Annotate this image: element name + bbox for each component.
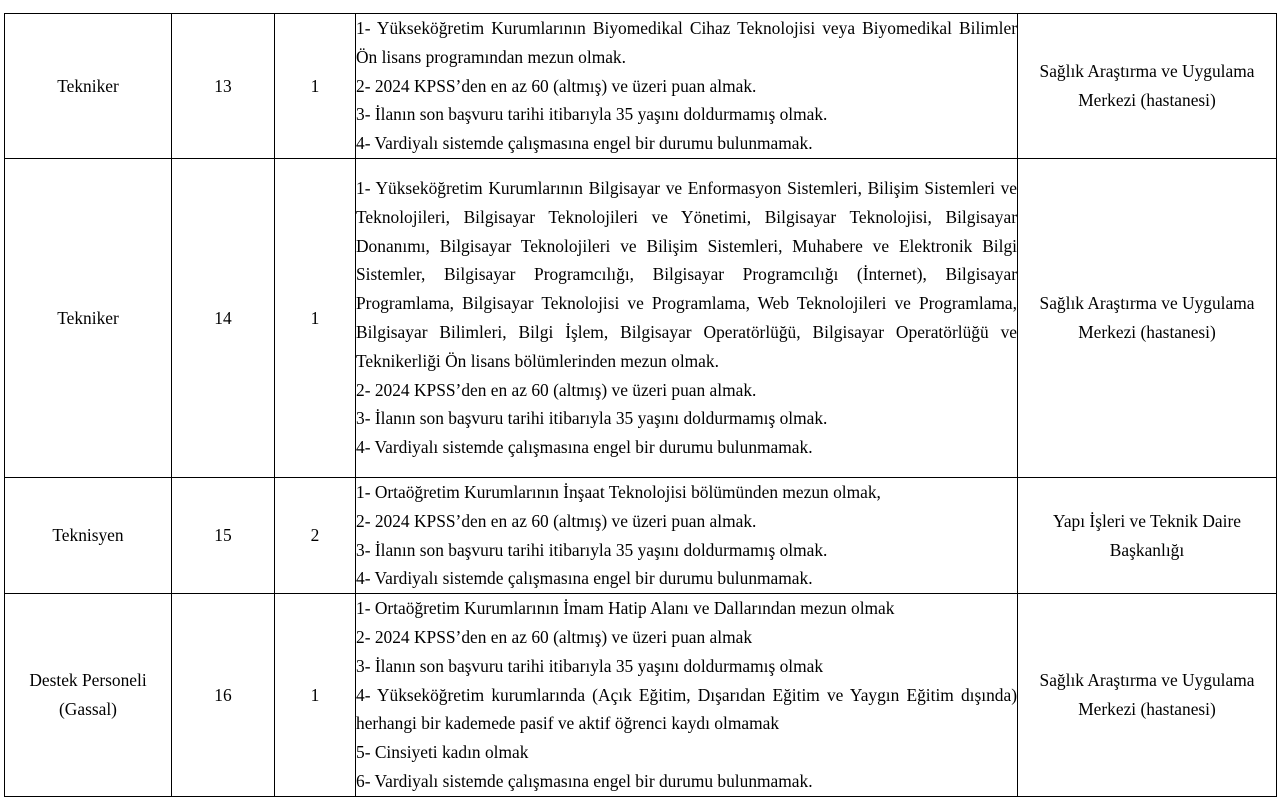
position-title: Tekniker xyxy=(5,158,172,477)
position-code: 13 xyxy=(172,14,275,159)
requirement-item: 4- Vardiyalı sistemde çalışmasına engel bir durumu bulunmamak. xyxy=(356,568,813,589)
requirement-item: 5- Cinsiyeti kadın olmak xyxy=(356,742,529,763)
table-row xyxy=(5,158,1277,477)
position-count: 1 xyxy=(275,158,356,477)
requirement-item: 1- Yükseköğretim Kurumlarının Bilgisayar ve Enformasyon Sistemleri, Bilişim Sistemleri ve Teknolojileri, Bilgisayar Teknolojileri ve Yönetimi, Bilgisayar Teknolojisi, Bilgisayar Donanımı, Bilgisayar Teknolojileri ve Bilişim Sistemleri, Muhabere ve Elektronik Bilgi Sistemler, Bilgisayar Programcılığı, Bilgisayar Programcılığı (İnternet), Bilgisayar Programlama, Bilgisayar Teknolojisi ve Programlama, Web Teknolojileri ve Programlama, Bilgisayar Bilimleri, Bilgi İşlem, Bilgisayar Operatörlüğü, Bilgisayar Operatörlüğü ve Teknikerliği Ön lisans bölümlerinden mezun olmak. xyxy=(356,178,1017,371)
requirements-cell xyxy=(356,594,1018,797)
requirement-item: 4- Vardiyalı sistemde çalışmasına engel bir durumu bulunmamak. xyxy=(356,133,813,154)
position-count: 1 xyxy=(275,14,356,159)
position-code: 14 xyxy=(172,158,275,477)
table-row xyxy=(5,14,1277,159)
requirement-item: 3- İlanın son başvuru tarihi itibarıyla 35 yaşını doldurmamış olmak xyxy=(356,655,824,676)
requirement-item: 3- İlanın son başvuru tarihi itibarıyla 35 yaşını doldurmamış olmak. xyxy=(356,539,828,560)
position-code: 16 xyxy=(172,594,275,797)
requirement-item: 2- 2024 KPSS’den en az 60 (altmış) ve üzeri puan almak. xyxy=(356,379,757,400)
requirement-item: 1- Yükseköğretim Kurumlarının Biyomedikal Cihaz Teknolojisi veya Biyomedikal Bilimler Ön lisans programından mezun olmak. xyxy=(356,18,1017,67)
requirement-item: 2- 2024 KPSS’den en az 60 (altmış) ve üzeri puan almak xyxy=(356,626,753,647)
requirement-item: 1- Ortaöğretim Kurumlarının İnşaat Teknolojisi bölümünden mezun olmak, xyxy=(356,481,881,502)
requirement-item: 1- Ortaöğretim Kurumlarının İmam Hatip Alanı ve Dallarından mezun olmak xyxy=(356,598,895,619)
requirement-item: 3- İlanın son başvuru tarihi itibarıyla 35 yaşını doldurmamış olmak. xyxy=(356,408,828,429)
position-title: Destek Personeli (Gassal) xyxy=(5,594,172,797)
requirement-item: 6- Vardiyalı sistemde çalışmasına engel bir durumu bulunmamak. xyxy=(356,770,813,791)
positions-table xyxy=(4,13,1277,797)
unit-name: Yapı İşleri ve Teknik Daire Başkanlığı xyxy=(1018,477,1277,593)
requirement-item: 4- Vardiyalı sistemde çalışmasına engel bir durumu bulunmamak. xyxy=(356,437,813,458)
requirements-cell xyxy=(356,477,1018,593)
requirement-item: 4- Yükseköğretim kurumlarında (Açık Eğitim, Dışarıdan Eğitim ve Yaygın Eğitim dışında) herhangi bir kademede pasif ve aktif öğrenci kaydı olmamak xyxy=(356,684,1017,734)
position-count: 2 xyxy=(275,477,356,593)
requirement-item: 3- İlanın son başvuru tarihi itibarıyla 35 yaşını doldurmamış olmak. xyxy=(356,104,828,125)
requirement-item: 2- 2024 KPSS’den en az 60 (altmış) ve üzeri puan almak. xyxy=(356,510,757,531)
requirement-item: 2- 2024 KPSS’den en az 60 (altmış) ve üzeri puan almak. xyxy=(356,75,757,96)
position-title: Tekniker xyxy=(5,14,172,159)
unit-name: Sağlık Araştırma ve Uygulama Merkezi (hastanesi) xyxy=(1018,158,1277,477)
table-row xyxy=(5,477,1277,593)
unit-name: Sağlık Araştırma ve Uygulama Merkezi (hastanesi) xyxy=(1018,14,1277,159)
table-row xyxy=(5,594,1277,797)
requirements-cell xyxy=(356,158,1018,477)
position-code: 15 xyxy=(172,477,275,593)
position-count: 1 xyxy=(275,594,356,797)
position-title: Teknisyen xyxy=(5,477,172,593)
unit-name: Sağlık Araştırma ve Uygulama Merkezi (hastanesi) xyxy=(1018,594,1277,797)
requirements-cell xyxy=(356,14,1018,159)
